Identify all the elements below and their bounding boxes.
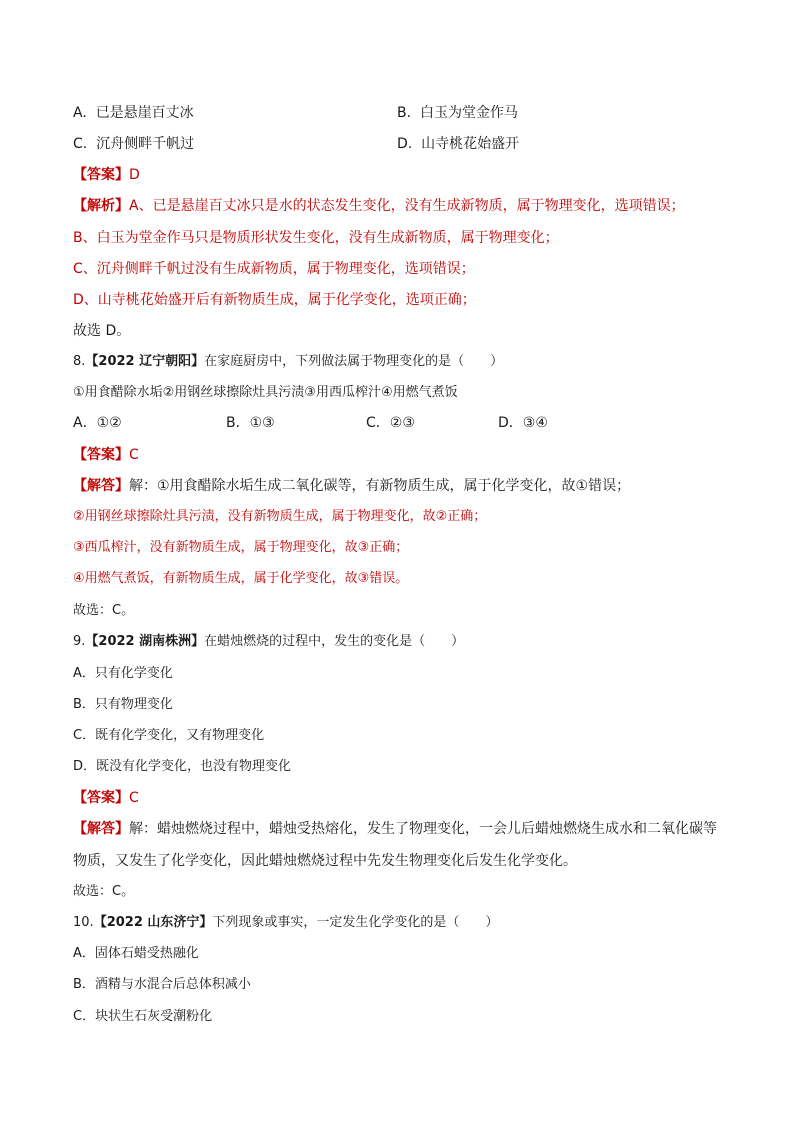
solution-tag: 【解答】 — [73, 821, 129, 837]
q10-option-a: A．固体石蜡受热融化 — [73, 946, 199, 961]
solution-tag: 【解答】 — [73, 478, 129, 494]
q7-analysis-line: D、山寺桃花始盛开后有新物质生成，属于化学变化，选项正确； — [73, 292, 476, 308]
q9-option-c: C．既有化学变化，又有物理变化 — [73, 728, 265, 743]
q7-option-c: C. 沉舟侧畔千帆过 — [73, 136, 195, 152]
q8-conclusion: 故选：C。 — [73, 603, 135, 618]
answer-value: D — [129, 167, 140, 183]
q8-option-a: A．①② — [73, 415, 122, 431]
q7-analysis-line: C、沉舟侧畔千帆过没有生成新物质，属于物理变化，选项错误； — [73, 261, 475, 277]
q7-conclusion: 故选 D。 — [73, 323, 131, 339]
q8-answer — [73, 445, 139, 465]
q9-solution-line: 【解答】解：蜡烛燃烧过程中，蜡烛受热熔化，发生了物理变化，一会儿后蜡烛燃烧生成水和二氧化碳等 — [73, 821, 717, 837]
answer-value: C — [129, 447, 139, 463]
q8-items: ①用食醋除水垢②用钢丝球擦除灶具污渍③用西瓜榨汁④用燃气煮饭 — [73, 385, 458, 400]
q9-stem: 9.【2022 湖南株洲】在蜡烛燃烧的过程中，发生的变化是（ ） — [73, 634, 465, 649]
question-number: 8. — [73, 354, 86, 369]
q9-solution-line: 物质，又发生了化学变化，因此蜡烛燃烧过程中先发生物理变化后发生化学变化。 — [73, 853, 577, 869]
q8-option-d: D．③④ — [498, 415, 548, 431]
analysis-tag: 【解析】 — [73, 198, 129, 214]
q7-option-a: A. 已是悬崖百丈冰 — [73, 105, 194, 121]
q7-analysis-line: 【解析】A、已是悬崖百丈冰只是水的状态发生变化，没有生成新物质，属于物理变化，选项错误； — [73, 198, 685, 214]
q10-option-b: B．酒精与水混合后总体积减小 — [73, 977, 251, 992]
q8-option-b: B．①③ — [226, 415, 275, 431]
q8-solution-line: ③西瓜榨汁，没有新物质生成，属于物理变化，故③正确； — [73, 540, 409, 555]
q7-option-b: B. 白玉为堂金作马 — [397, 105, 518, 121]
q9-option-b: B．只有物理变化 — [73, 697, 173, 712]
question-number: 10. — [73, 915, 94, 930]
q7-option-d: D. 山寺桃花始盛开 — [397, 136, 520, 152]
q8-solution-line: ④用燃气煮饭，有新物质生成，属于化学变化，故③错误。 — [73, 571, 409, 586]
q8-solution-line: 【解答】解：①用食醋除水垢生成二氧化碳等，有新物质生成，属于化学变化，故①错误； — [73, 478, 631, 494]
answer-tag: 【答案】 — [73, 447, 129, 463]
answer-tag: 【答案】 — [73, 790, 129, 806]
q9-conclusion: 故选：C。 — [73, 884, 135, 899]
q7-analysis-line: B、白玉为堂金作马只是物质形状发生变化，没有生成新物质，属于物理变化； — [73, 230, 559, 246]
q10-stem: 10.【2022 山东济宁】下列现象或事实，一定发生化学变化的是（ ） — [73, 915, 499, 930]
question-source: 【2022 辽宁朝阳】 — [85, 354, 205, 369]
q8-option-c: C．②③ — [366, 415, 415, 431]
question-source: 【2022 湖南株洲】 — [85, 634, 205, 649]
q8-stem: 8.【2022 辽宁朝阳】在家庭厨房中，下列做法属于物理变化的是（ ） — [73, 354, 504, 369]
answer-tag: 【答案】 — [73, 167, 129, 183]
question-number: 9. — [73, 634, 86, 649]
q9-option-a: A．只有化学变化 — [73, 666, 173, 681]
q9-option-d: D．既没有化学变化，也没有物理变化 — [73, 759, 292, 774]
q9-answer — [73, 788, 139, 808]
q7-answer — [73, 165, 140, 185]
q10-option-c: C．块状生石灰受潮粉化 — [73, 1009, 213, 1024]
question-source: 【2022 山东济宁】 — [93, 915, 213, 930]
answer-value: C — [129, 790, 139, 806]
q8-solution-line: ②用钢丝球擦除灶具污渍，没有新物质生成，属于物理变化，故②正确； — [73, 509, 487, 524]
